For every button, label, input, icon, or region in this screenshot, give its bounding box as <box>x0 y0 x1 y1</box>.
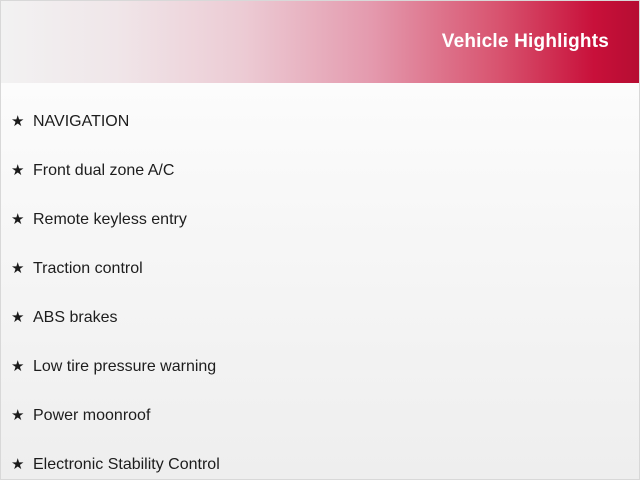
star-bullet-icon: ★ <box>11 211 25 228</box>
feature-label: NAVIGATION <box>33 112 130 130</box>
feature-label: Traction control <box>33 259 143 277</box>
list-item <box>1 293 639 342</box>
page-title: Vehicle Highlights <box>441 31 609 52</box>
list-item <box>1 195 639 244</box>
list-item <box>1 440 639 489</box>
list-item <box>1 146 639 195</box>
feature-label: Remote keyless entry <box>33 210 187 228</box>
feature-label: Front dual zone A/C <box>33 161 175 179</box>
highlights-content <box>1 83 639 489</box>
feature-label: Low tire pressure warning <box>33 357 217 375</box>
list-item <box>1 342 639 391</box>
star-bullet-icon: ★ <box>11 260 25 277</box>
vehicle-features-list <box>1 97 639 489</box>
list-item <box>1 391 639 440</box>
star-bullet-icon: ★ <box>11 113 25 130</box>
feature-label: ABS brakes <box>33 308 118 326</box>
header-banner <box>1 1 639 83</box>
star-bullet-icon: ★ <box>11 407 25 424</box>
star-bullet-icon: ★ <box>11 358 25 375</box>
feature-label: Power moonroof <box>33 406 151 424</box>
feature-label: Electronic Stability Control <box>33 455 220 473</box>
star-bullet-icon: ★ <box>11 309 25 326</box>
star-bullet-icon: ★ <box>11 162 25 179</box>
list-item <box>1 97 639 146</box>
star-bullet-icon: ★ <box>11 456 25 473</box>
list-item <box>1 244 639 293</box>
